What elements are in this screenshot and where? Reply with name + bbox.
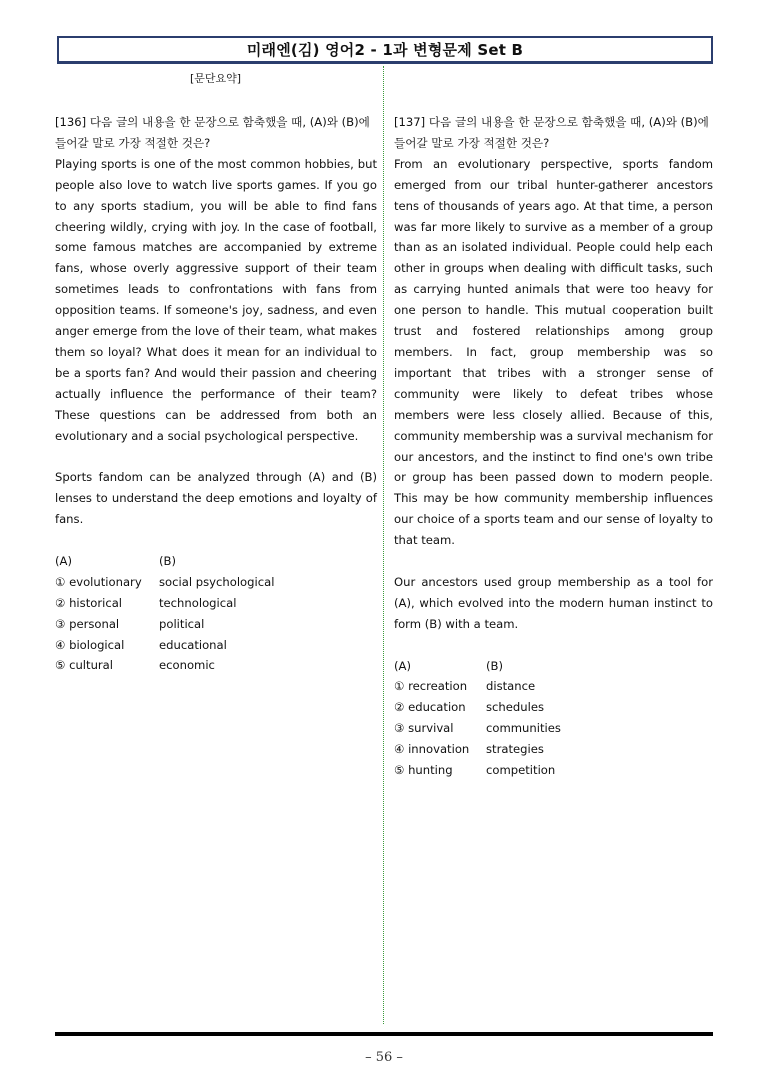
column-a-label: (A)	[394, 658, 411, 673]
options-header-row	[55, 551, 377, 572]
option-2[interactable]	[55, 593, 377, 614]
option-b: social psychological	[159, 574, 275, 589]
option-a: ⑤ cultural	[55, 658, 114, 673]
option-b: educational	[159, 637, 227, 652]
option-3[interactable]	[394, 718, 713, 739]
option-b: competition	[486, 762, 556, 777]
option-2[interactable]	[394, 697, 713, 718]
question-136	[55, 112, 377, 676]
column-divider	[383, 66, 384, 1024]
summary-sentence: Our ancestors used group membership as a tool for (A), which evolved into the modern human instinct to form (B) with a team.	[394, 574, 713, 631]
section-tag: [문단요약]	[190, 72, 242, 85]
option-4[interactable]	[394, 739, 713, 760]
column-a-label: (A)	[55, 554, 72, 568]
question-heading: [136] 다음 글의 내용을 한 문장으로 함축했을 때, (A)와 (B)에 들어갈 말로 가장 적절한 것은?	[55, 115, 370, 150]
options-table	[394, 656, 713, 781]
option-b: political	[159, 616, 205, 631]
option-5[interactable]	[394, 760, 713, 781]
option-5[interactable]	[55, 655, 377, 676]
option-b: technological	[159, 595, 237, 610]
header-title: 미래엔(김) 영어2 - 1과 변형문제 Set B	[246, 41, 524, 59]
option-a: ⑤ hunting	[394, 762, 453, 777]
column-b-label: (B)	[159, 554, 177, 568]
option-a: ② education	[394, 700, 466, 715]
option-1[interactable]	[394, 676, 713, 697]
option-a: ③ personal	[55, 616, 120, 631]
option-a: ④ biological	[55, 637, 125, 652]
option-a: ④ innovation	[394, 742, 470, 757]
option-b: distance	[486, 679, 536, 694]
option-1[interactable]	[55, 572, 377, 593]
column-b-label: (B)	[486, 658, 504, 673]
question-passage: From an evolutionary perspective, sports fandom emerged from our tribal hunter-gatherer ancestors tens of thousands of years ago. At that time, a person was far more likely to survive as a member of a group than as an isolated individual. People could help each other in groups when dealing with difficult tasks, such as carrying hunted animals that were too heavy for one person to handle. This mutual cooperation built trust and fostered relationships among group members. In fact, group membership was so important that tribes with a stronger sense of community were likely to defeat tribes whose members were less closely allied. Because of this, community membership was a survival mechanism for our ancestors, and the instinct to find one's own tribe or group has been passed down to modern people. This may be how community membership influences our choice of a sports team and our sense of loyalty to that team.	[394, 156, 713, 548]
summary-sentence: Sports fandom can be analyzed through (A) and (B) lenses to understand the deep emotions and loyalty of fans.	[55, 470, 377, 527]
page-header	[57, 36, 713, 64]
page-number: – 56 –	[365, 1050, 403, 1065]
option-b: strategies	[486, 742, 544, 757]
option-a: ① evolutionary	[55, 574, 142, 589]
option-4[interactable]	[55, 635, 377, 656]
question-heading: [137] 다음 글의 내용을 한 문장으로 함축했을 때, (A)와 (B)에 들어갈 말로 가장 적절한 것은?	[394, 115, 709, 150]
option-b: schedules	[486, 700, 544, 715]
question-137	[394, 112, 713, 781]
options-header-row	[394, 656, 713, 677]
option-3[interactable]	[55, 614, 377, 635]
option-b: economic	[159, 658, 215, 673]
option-a: ② historical	[55, 595, 123, 610]
option-a: ① recreation	[394, 679, 468, 694]
question-passage: Playing sports is one of the most common hobbies, but people also love to watch live sports games. If you go to any sports stadium, you will be able to find fans cheering wildly, crying with joy. In the case of football, some famous matches are accompanied by extreme fans, whose overly aggressive support of their team sometimes leads to confrontations with fans from opposition teams. If someone's joy, sadness, and even anger emerge from the love of their team, what makes them so loyal? What does it mean for an individual to be a sports fan? And would their passion and cheering actually influence the performance of their team? These questions can be addressed from both an evolutionary and a social psychological perspective.	[55, 156, 377, 443]
options-table	[55, 551, 377, 676]
option-b: communities	[486, 721, 561, 736]
option-a: ③ survival	[394, 721, 454, 736]
footer-rule	[55, 1032, 713, 1036]
